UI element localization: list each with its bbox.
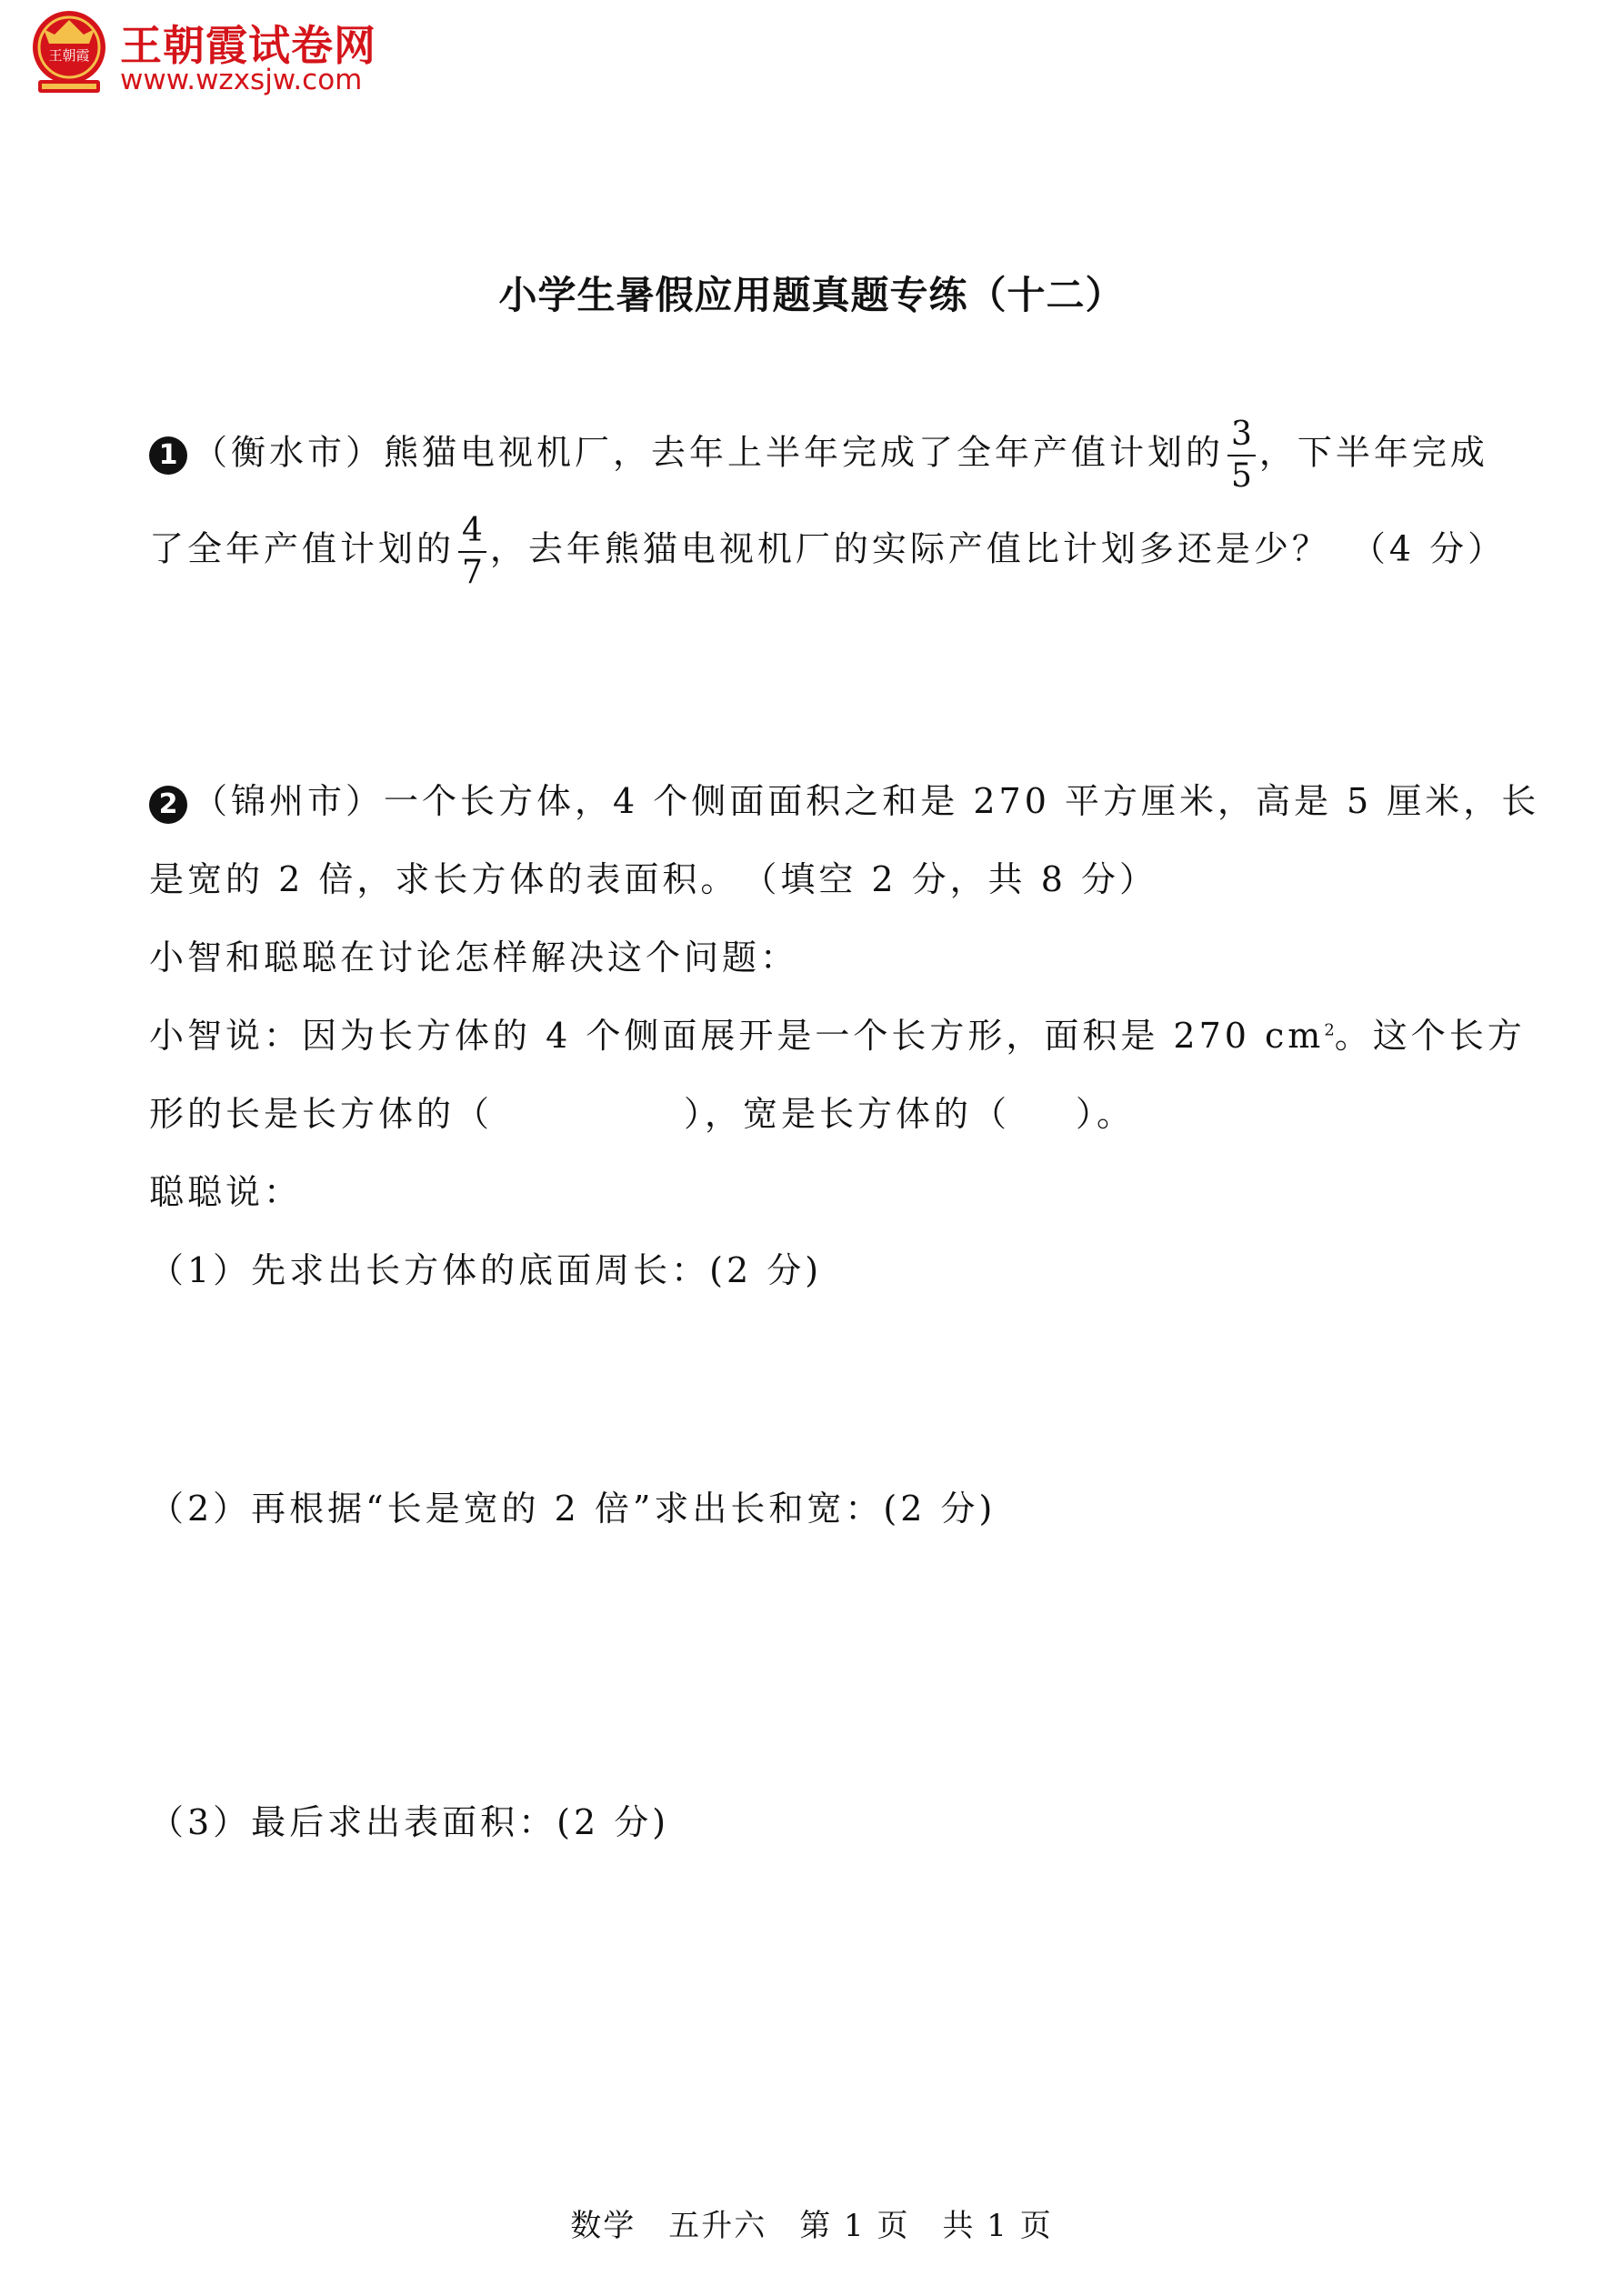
- site-logo: [27, 7, 400, 103]
- q2-line4: [149, 1016, 1526, 1056]
- q2-line3: 小智和聪聪在讨论怎样解决这个问题：: [149, 937, 799, 978]
- q2-text-1: （锦州市）一个长方体，4 个侧面面积之和是 270 平方厘米，高是 5 厘米，长: [193, 781, 1540, 821]
- q2-line5: [149, 1094, 1136, 1134]
- q2-text-4b: 。这个长方: [1334, 1016, 1526, 1056]
- page-footer: 数学 五升六 第 1 页 共 1 页: [570, 2208, 1053, 2244]
- q2-number-badge: 2: [149, 786, 187, 824]
- q2-text-4a: 小智说：因为长方体的 4 个侧面展开是一个长方形，面积是 270 cm: [149, 1016, 1325, 1056]
- fraction-denominator: 7: [462, 554, 483, 591]
- brand-name: 王朝霞试卷网: [120, 21, 376, 70]
- svg-text:王朝霞: 王朝霞: [48, 47, 90, 64]
- q1-text-b: ，下半年完成: [1258, 432, 1488, 473]
- q1-number-badge: 1: [149, 436, 187, 475]
- fraction-denominator: 5: [1231, 457, 1252, 495]
- q2-text-5b: ），宽是长方体的（: [684, 1094, 1011, 1134]
- q2-line6: 聪聪说：: [149, 1172, 303, 1212]
- q2-step1: （1）先求出长方体的底面周长：(2 分): [149, 1250, 823, 1290]
- fraction-numerator: 4: [458, 515, 486, 553]
- q2-text-5c: ）。: [1076, 1094, 1136, 1134]
- brand-url[interactable]: www.wzxsjw.com: [120, 64, 363, 96]
- seal-logo-icon: [27, 7, 111, 98]
- q1-fraction-1: [1227, 418, 1256, 493]
- q2-text-5a: 形的长是长方体的（: [149, 1094, 494, 1134]
- q1-text-c: 了全年产值计划的: [149, 528, 456, 569]
- q2-step3: （3）最后求出表面积：(2 分): [149, 1802, 670, 1842]
- unit-superscript: 2: [1324, 1020, 1335, 1040]
- q1-fraction-2: [458, 512, 486, 591]
- q2-line2: 是宽的 2 倍，求长方体的表面积。 （填空 2 分，共 8 分）: [149, 859, 1158, 899]
- q2-step2: （2）再根据“长是宽的 2 倍”求出长和宽：(2 分): [149, 1489, 997, 1529]
- q1-text-d: ，去年熊猫电视机厂的实际产值比计划多还是少？ （4 分）: [489, 528, 1507, 569]
- q1-text-a: （衡水市）熊猫电视机厂，去年上半年完成了全年产值计划的: [193, 432, 1225, 473]
- page-title: 小学生暑假应用题真题专练（十二）: [498, 273, 1125, 317]
- q1-line1: [149, 418, 1488, 493]
- q1-line2: [149, 512, 1507, 591]
- q2-line1: [149, 781, 1540, 824]
- fraction-numerator: 3: [1227, 418, 1256, 456]
